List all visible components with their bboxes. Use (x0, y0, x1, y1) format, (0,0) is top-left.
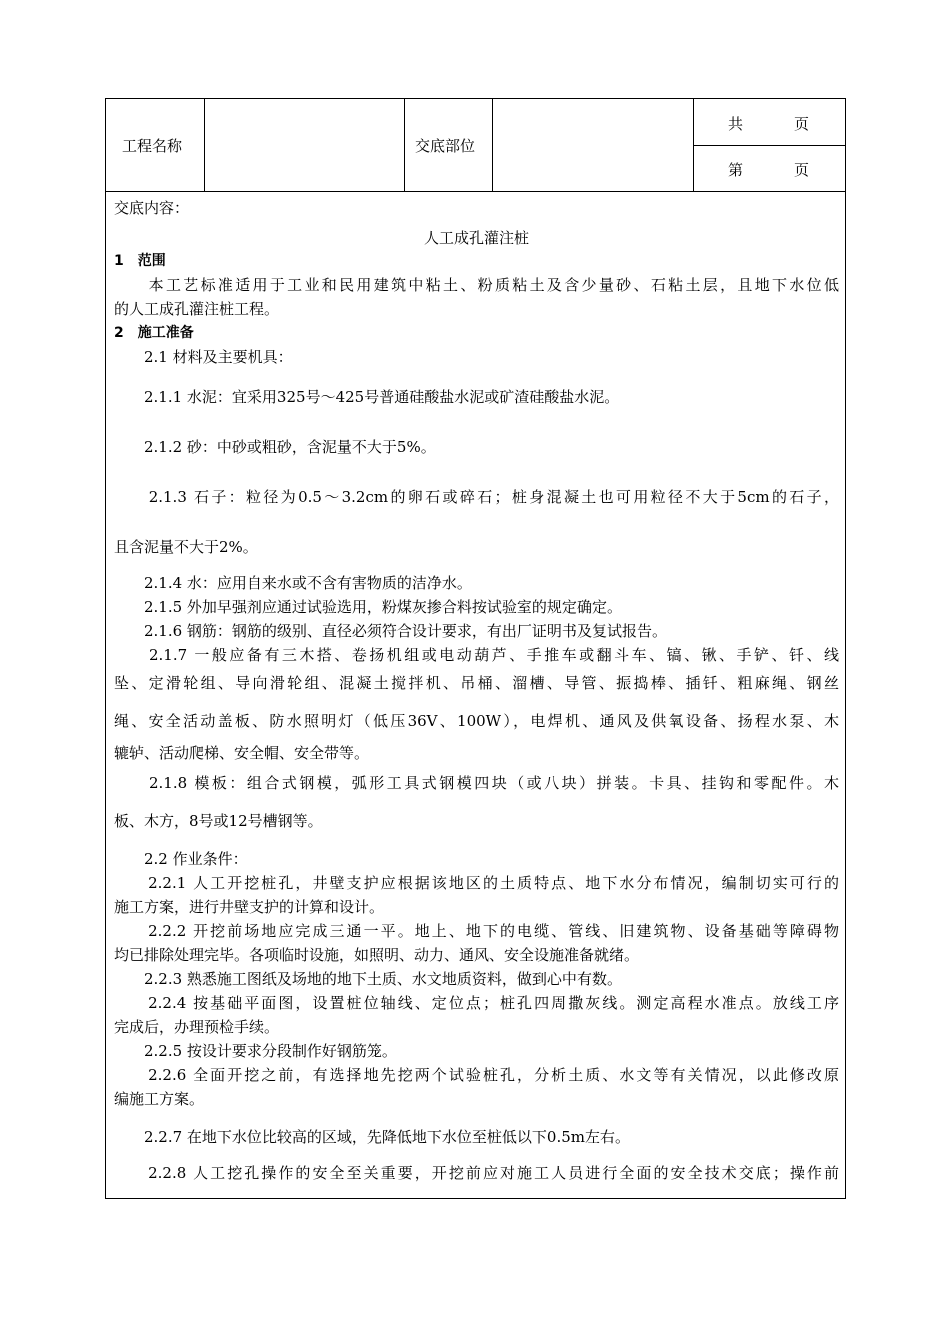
text-line: 2.1.4 水：应用自来水或不含有害物质的洁净水。 (114, 574, 472, 592)
text-line: 2.1.8 模板：组合式钢模，弧形工具式钢模四块（或八块）拼装。卡具、挂钩和零配件。木 (114, 774, 839, 792)
text-line: 2.1 材料及主要机具： (114, 348, 293, 366)
text-line: 绳、安全活动盖板、防水照明灯（低压36V、100W），电焊机、通风及供氧设备、扬程水泵、木 (114, 712, 839, 730)
document-title: 人工成孔灌注桩 (423, 229, 529, 247)
total-pages-prefix: 共 (728, 115, 744, 133)
content-intro: 交底内容： (114, 199, 190, 217)
page-number-suffix: 页 (794, 161, 810, 179)
text-line: 2.2 作业条件： (114, 850, 248, 868)
page-number-prefix: 第 (728, 161, 744, 179)
location-label: 交底部位 (415, 137, 476, 155)
text-line: 均已排除处理完毕。各项临时设施，如照明、动力、通风、安全设施准备就绪。 (114, 946, 640, 964)
divider (204, 99, 205, 192)
total-pages-suffix: 页 (794, 115, 810, 133)
project-name-label: 工程名称 (122, 137, 183, 155)
text-line: 2.2.2 开挖前场地应完成三通一平。地上、地下的电缆、管线、旧建筑物、设备基础等障碍物 (114, 922, 839, 940)
disclosure-sheet (105, 98, 846, 1199)
divider (404, 99, 405, 192)
text-line: 2.2.4 按基础平面图，设置桩位轴线、定位点；桩孔四周撒灰线。测定高程水准点。放线工序 (114, 994, 839, 1012)
text-line: 编施工方案。 (114, 1090, 205, 1108)
text-line: 2.1.3 石子：粒径为0.5～3.2cm的卵石或碎石；桩身混凝土也可用粒径不大于5cm的石子， (114, 488, 839, 506)
text-line: 2.2.1 人工开挖桩孔，井壁支护应根据该地区的土质特点、地下水分布情况，编制切实可行的 (114, 874, 839, 892)
text-line: 2.2.5 按设计要求分段制作好钢筋笼。 (114, 1042, 397, 1060)
divider (492, 99, 493, 192)
section-heading: 2 施工准备 (114, 325, 194, 341)
text-line: 2.1.6 钢筋：钢筋的级别、直径必须符合设计要求，有出厂证明书及复试报告。 (114, 622, 667, 640)
text-line: 2.1.2 砂：中砂或粗砂，含泥量不大于5%。 (114, 438, 436, 456)
text-line: 完成后，办理预检手续。 (114, 1018, 280, 1036)
text-line: 2.1.7 一般应备有三木搭、卷扬机组或电动葫芦、手推车或翻斗车、镐、锹、手铲、钎、线 (114, 646, 839, 664)
text-line: 施工方案，进行井壁支护的计算和设计。 (114, 898, 385, 916)
text-line: 坠、定滑轮组、导向滑轮组、混凝土搅拌机、吊桶、溜槽、导管、振捣棒、插钎、粗麻绳、钢丝 (114, 674, 839, 692)
text-line: 且含泥量不大于2%。 (114, 538, 258, 556)
text-line: 板、木方，8号或12号槽钢等。 (114, 812, 323, 830)
text-line: 2.2.3 熟悉施工图纸及场地的地下土质、水文地质资料，做到心中有数。 (114, 970, 622, 988)
text-line: 2.2.6 全面开挖之前，有选择地先挖两个试验桩孔，分析土质、水文等有关情况，以此修改原 (114, 1066, 839, 1084)
text-line: 2.2.7 在地下水位比较高的区域，先降低地下水位至桩低以下0.5m左右。 (114, 1128, 631, 1146)
text-line: 2.1.5 外加早强剂应通过试验选用，粉煤灰掺合料按试验室的规定确定。 (114, 598, 622, 616)
text-line: 本工艺标准适用于工业和民用建筑中粘土、粉质粘土及含少量砂、石粘土层，且地下水位低 (114, 276, 839, 294)
section-heading: 1 范围 (114, 253, 166, 269)
text-line: 2.2.8 人工挖孔操作的安全至关重要，开挖前应对施工人员进行全面的安全技术交底；操作前 (114, 1164, 839, 1182)
text-line: 辘轳、活动爬梯、安全帽、安全带等。 (114, 744, 370, 762)
header-table (106, 99, 845, 192)
divider (693, 145, 845, 146)
text-line: 的人工成孔灌注桩工程。 (114, 300, 280, 318)
text-line: 2.1.1 水泥：宜采用325号～425号普通硅酸盐水泥或矿渣硅酸盐水泥。 (114, 388, 620, 406)
